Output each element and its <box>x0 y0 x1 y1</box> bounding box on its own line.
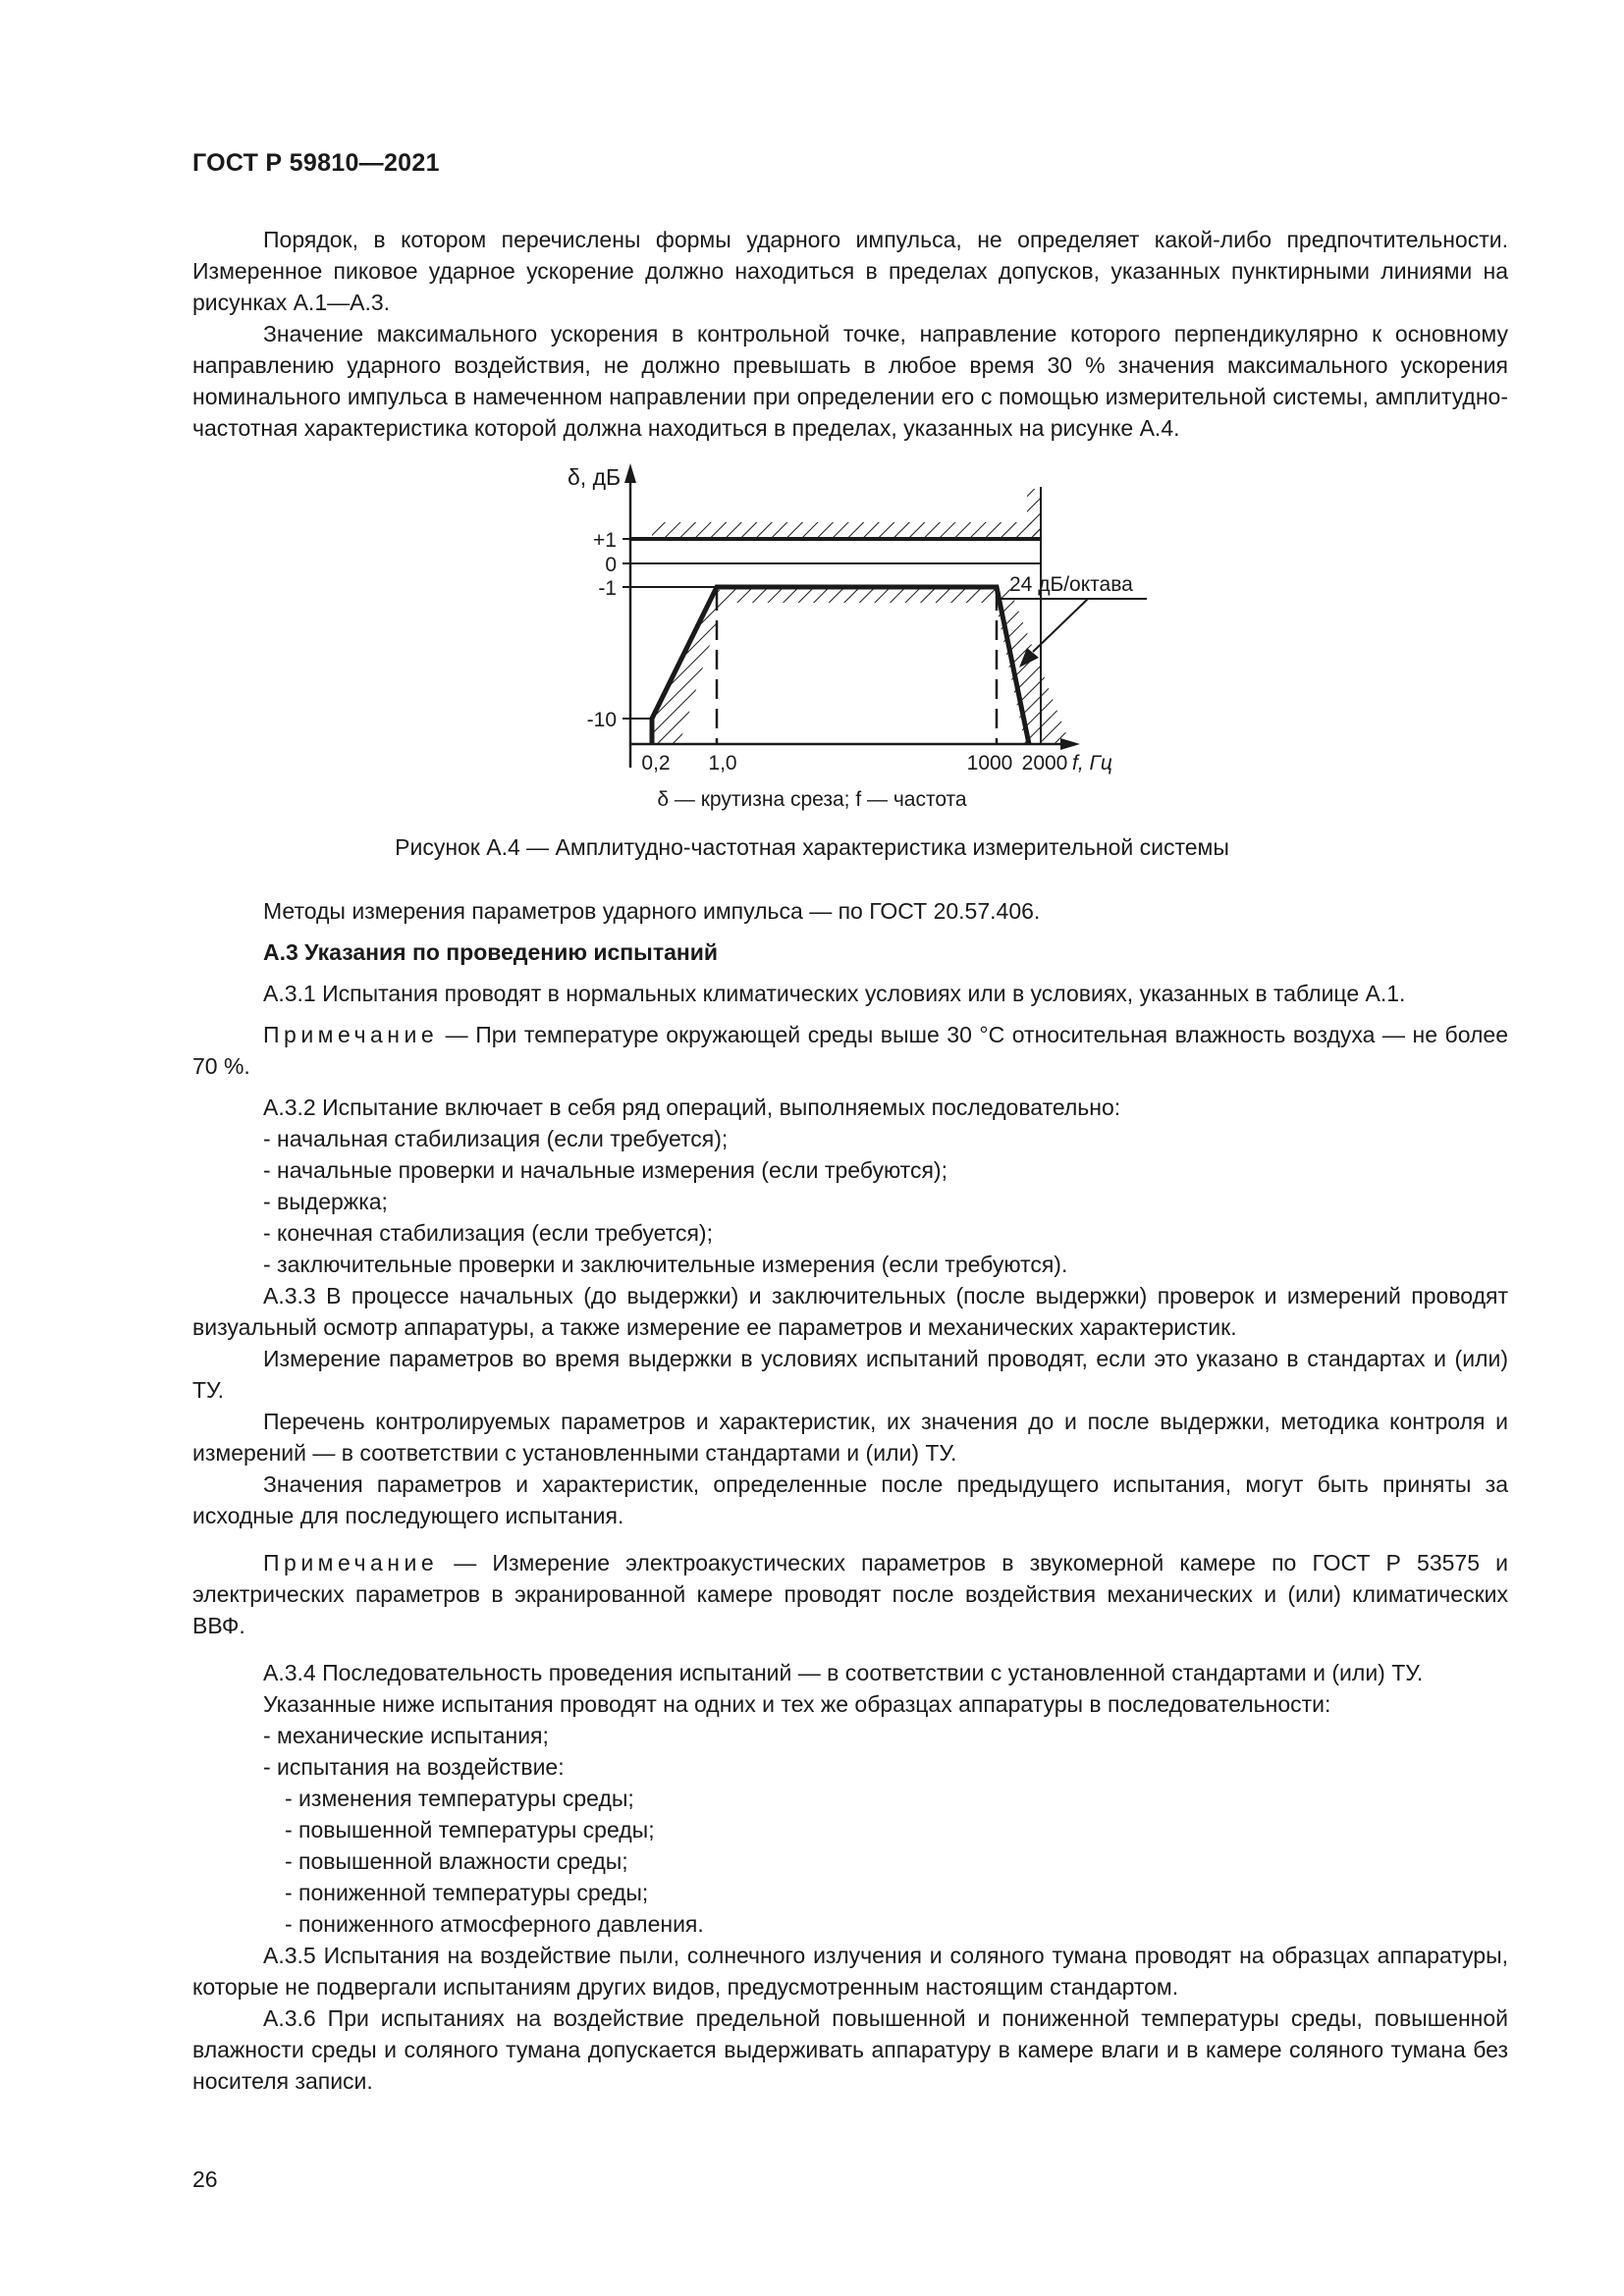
right-limit-hatch <box>1027 489 1041 536</box>
list-item: - выдержка; <box>263 1189 388 1214</box>
sub-list-item: - пониженной температуры среды; <box>285 1880 649 1905</box>
list-item: - заключительные проверки и заключительные измерения (если требуются). <box>263 1252 1068 1277</box>
standard-header: ГОСТ Р 59810—2021 <box>192 149 440 177</box>
paragraph-a33-list: Перечень контролируемых параметров и характеристик, их значения до и после выдержки, методика контроля и измерений — в соответствии с установленными стандартами и (или) ТУ. <box>192 1409 1508 1466</box>
y-tick-plus1: +1 <box>593 529 617 552</box>
list-item: - механические испытания; <box>263 1723 549 1748</box>
y-tick-0: 0 <box>605 554 617 576</box>
paragraph-a33: А.3.3 В процессе начальных (до выдержки) и заключительных (после выдержки) проверок и измерений проводят визуальный осмотр аппаратуры, а также измерение ее параметров и механических характеристик. <box>192 1283 1508 1340</box>
paragraph-a35: А.3.5 Испытания на воздействие пыли, солнечного излучения и соляного тумана проводят на образцах аппаратуры, которые не подвергали испытаниям других видов, предусмотренным настоящим стандартом. <box>192 1943 1508 2000</box>
note-2-label: Примечание <box>263 1550 439 1575</box>
paragraph-a32: А.3.2 Испытание включает в себя ряд операций, выполняемых последовательно: <box>263 1095 1121 1120</box>
sub-list-item: - повышенной влажности среды; <box>285 1848 628 1874</box>
section-a3-title: А.3 Указания по проведению испытаний <box>263 939 719 965</box>
y-axis-arrow <box>624 463 636 483</box>
sub-list-item: - пониженного атмосферного давления. <box>285 1911 704 1937</box>
note-1-label: Примечание <box>263 1022 439 1047</box>
list-item: - конечная стабилизация (если требуется); <box>263 1220 713 1246</box>
page-number: 26 <box>192 2166 218 2192</box>
main-text <box>192 895 1508 2097</box>
y-tick-minus10: -10 <box>586 709 617 731</box>
paragraph-a34: А.3.4 Последовательность проведения испытаний — в соответствии с установленной стандартами и (или) ТУ. <box>263 1660 1424 1685</box>
list-item: - начальная стабилизация (если требуется); <box>263 1126 729 1151</box>
paragraph-a36: А.3.6 При испытаниях на воздействие предельной повышенной и пониженной температуры среды, повышенной влажности среды и соляного тумана допускается выдерживать аппаратуру в камере влаги и в камере соляного тумана без носителя записи. <box>192 2005 1508 2094</box>
paragraph-max-acceleration: Значение максимального ускорения в контрольной точке, направление которого перпендикулярно к основному направлению ударного воздействия, не должно превышать в любое время 30 % значения максимального ускорения номинального импульса в намеченном направлении при определении его с помощью измерительной системы, амплитудно-частотная характеристика которой должна находиться в пределах, указанных на рисунке А.4. <box>192 321 1508 441</box>
left-slope-hatch <box>652 587 723 744</box>
y-tick-minus1: -1 <box>598 577 617 600</box>
paragraph-a33-measure: Измерение параметров во время выдержки в условиях испытаний проводят, если это указано в стандартах и (или) ТУ. <box>192 1346 1508 1403</box>
note-1-text: — При температуре окружающей среды выше 30 °С относительная влажность воздуха — не более 70 %. <box>192 1022 1508 1079</box>
list-item: - начальные проверки и начальные измерения (если требуются); <box>263 1157 947 1183</box>
sub-list-item: - изменения температуры среды; <box>285 1786 634 1811</box>
x-tick-1-0: 1,0 <box>708 752 737 774</box>
list-item: - испытания на воздействие: <box>263 1754 565 1780</box>
x-tick-1000: 1000 <box>966 752 1013 774</box>
paragraph-a31: А.3.1 Испытания проводят в нормальных климатических условиях или в условиях, указанных в таблице А.1. <box>263 981 1406 1006</box>
intro-text <box>192 224 1508 444</box>
paragraph-a34-intro: Указанные ниже испытания проводят на одних и тех же образцах аппаратуры в последовательности: <box>263 1691 1331 1717</box>
paragraph-a33-values: Значения параметров и характеристик, определенные после предыдущего испытания, могут быть приняты за исходные для последующего испытания. <box>192 1471 1508 1528</box>
figure-legend: δ — крутизна среза; f — частота <box>657 788 967 811</box>
slope-annotation: 24 дБ/октава <box>1009 573 1133 596</box>
frequency-response-figure <box>550 454 1133 787</box>
x-tick-0-2: 0,2 <box>641 752 671 774</box>
methods-paragraph: Методы измерения параметров ударного импульса — по ГОСТ 20.57.406. <box>263 898 1041 924</box>
figure-caption: Рисунок А.4 — Амплитудно-частотная характеристика измерительной системы <box>395 834 1229 860</box>
note-2-text: — Измерение электроакустических параметров в звукомерной камере по ГОСТ Р 53575 и электрических параметров в экранированной камере проводят после воздействия механических и (или) климатических ВВФ. <box>192 1550 1508 1638</box>
upper-limit-hatch <box>652 522 1040 538</box>
paragraph-impulse-order: Порядок, в котором перечислены формы ударного импульса, не определяет какой-либо предпочтительности. Измеренное пиковое ударное ускорение должно находиться в пределах допусков, указанных пунктирными линиями на рисунках А.1—А.3. <box>192 227 1508 315</box>
x-axis-label: f, Гц <box>1072 752 1112 774</box>
note-2 <box>192 1547 1508 1641</box>
note-1 <box>192 1019 1508 1082</box>
right-slope-hatch <box>996 587 1070 744</box>
sub-list-item: - повышенной температуры среды; <box>285 1817 655 1842</box>
x-tick-2000: 2000 <box>1021 752 1068 774</box>
y-axis-label: δ, дБ <box>568 464 622 490</box>
